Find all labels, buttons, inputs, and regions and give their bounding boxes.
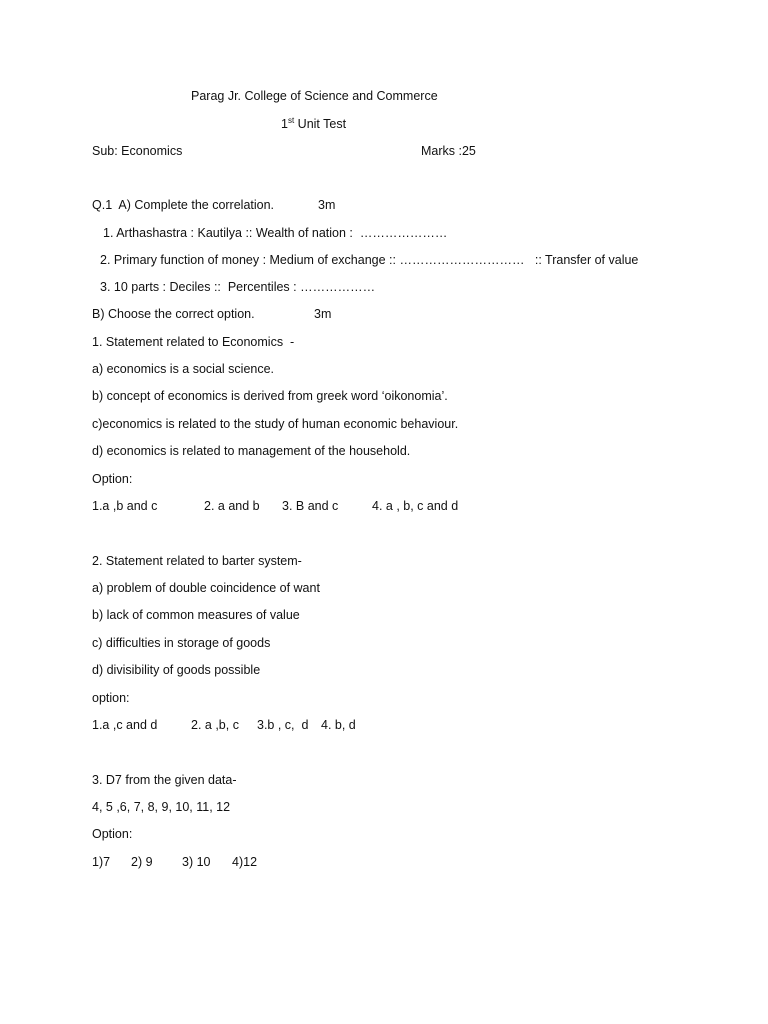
mcq3-option-4: 4)12 <box>232 855 258 869</box>
q1-b-heading: B) Choose the correct option. <box>92 307 255 321</box>
test-ordinal-suffix: st <box>287 115 295 125</box>
mcq2-option-4: 4. b, d <box>321 718 356 732</box>
q1-a-heading: Q.1 A) Complete the correlation. <box>92 198 275 212</box>
mcq2-option-1: 1.a ,c and d <box>92 718 158 732</box>
mcq3-option-2: 2) 9 <box>131 855 153 869</box>
correlation-item-3: 3. 10 parts : Deciles :: Percentiles : ……………… <box>100 280 376 294</box>
mcq2-statement-a: a) problem of double coincidence of want <box>92 581 320 595</box>
mcq2-stem: 2. Statement related to barter system- <box>92 554 302 568</box>
college-name: Parag Jr. College of Science and Commerce <box>191 89 438 103</box>
test-name: Unit Test <box>294 117 347 131</box>
mcq2-statement-d: d) divisibility of goods possible <box>92 663 261 677</box>
mcq2-statement-c: c) difficulties in storage of goods <box>92 636 271 650</box>
mcq2-option-label: option: <box>92 691 130 705</box>
mcq3-stem: 3. D7 from the given data- <box>92 773 237 787</box>
subject-label: Sub: Economics <box>92 144 183 158</box>
test-ordinal: 1 <box>281 117 288 131</box>
mcq3-option-label: Option: <box>92 827 133 841</box>
mcq1-option-3: 3. B and c <box>282 499 339 513</box>
mcq3-option-3: 3) 10 <box>182 855 211 869</box>
mcq1-option-1: 1.a ,b and c <box>92 499 158 513</box>
mcq1-statement-c: c)economics is related to the study of human economic behaviour. <box>92 417 459 431</box>
mcq1-statement-a: a) economics is a social science. <box>92 362 275 376</box>
mcq1-statement-d: d) economics is related to management of the household. <box>92 444 411 458</box>
mcq1-stem: 1. Statement related to Economics - <box>92 335 295 349</box>
correlation-item-1: 1. Arthashastra : Kautilya :: Wealth of nation : ………………… <box>103 226 448 240</box>
mcq3-data-line: 4, 5 ,6, 7, 8, 9, 10, 11, 12 <box>92 800 231 814</box>
mcq1-option-label: Option: <box>92 472 133 486</box>
marks-label: Marks :25 <box>421 144 476 158</box>
mcq1-statement-b: b) concept of economics is derived from greek word ‘oikonomia’. <box>92 389 448 403</box>
mcq1-option-4: 4. a , b, c and d <box>372 499 459 513</box>
mcq2-statement-b: b) lack of common measures of value <box>92 608 300 622</box>
test-title <box>281 116 346 132</box>
correlation-item-2: 2. Primary function of money : Medium of exchange :: ………………………… :: Transfer of value <box>100 253 639 267</box>
mcq2-option-2: 2. a ,b, c <box>191 718 239 732</box>
mcq3-option-1: 1)7 <box>92 855 111 869</box>
mcq1-option-2: 2. a and b <box>204 499 260 513</box>
q1-a-marks: 3m <box>318 198 336 212</box>
q1-b-marks: 3m <box>314 307 332 321</box>
mcq2-option-3: 3.b , c, d <box>257 718 309 732</box>
